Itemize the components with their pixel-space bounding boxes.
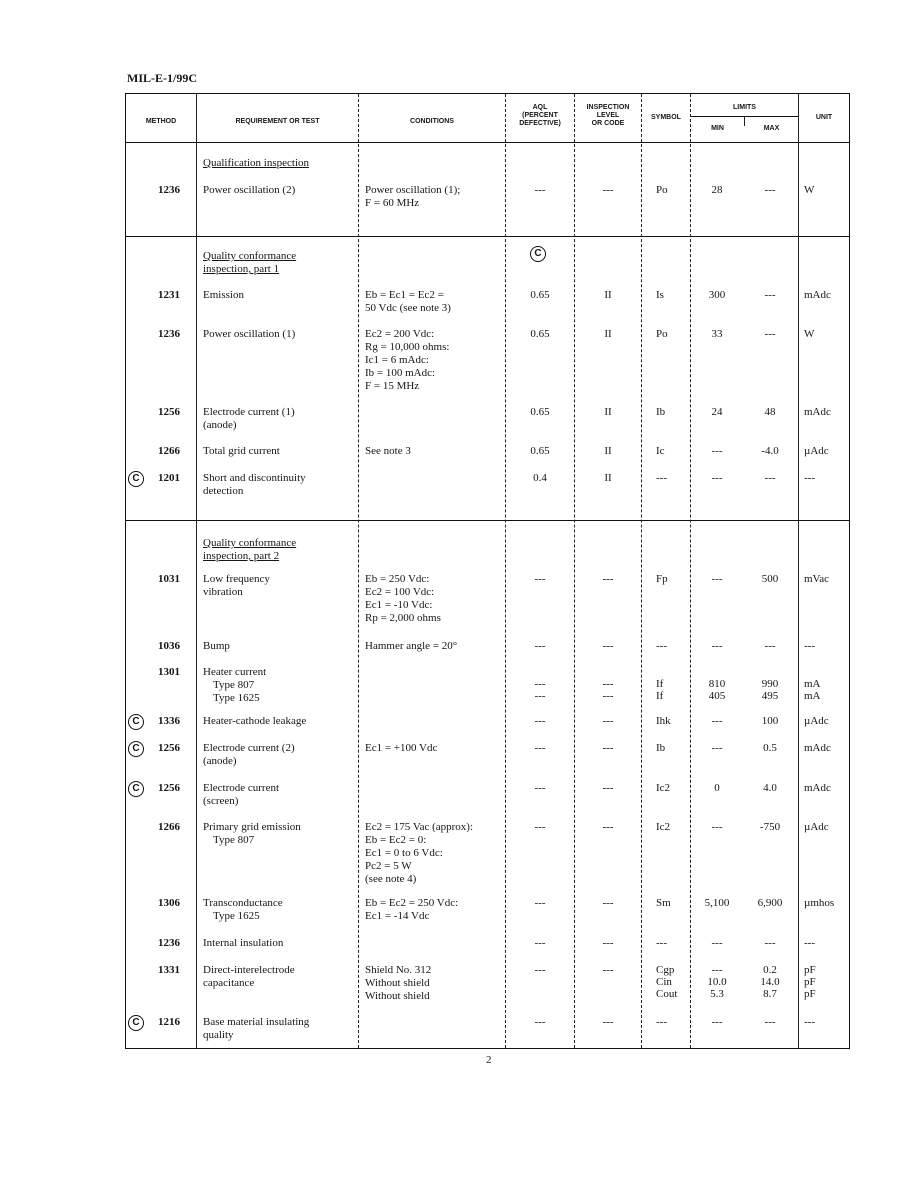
method-number: 1266 [158, 445, 180, 457]
col-rule [505, 94, 506, 1048]
condition-text: F = 60 MHz [365, 197, 420, 209]
symbol-value: Ihk [656, 715, 671, 727]
level-value: --- [602, 964, 614, 976]
method-number: 1266 [158, 821, 180, 833]
unit-value: --- [804, 640, 815, 652]
requirement-text: Base material insulating [203, 1016, 310, 1028]
symbol-value: Ic [656, 445, 665, 457]
header-symbol: SYMBOL [651, 114, 681, 121]
section-title: inspection, part 1 [203, 263, 280, 275]
requirement-text: vibration [203, 586, 243, 598]
method-number: 1331 [158, 964, 180, 976]
col-rule [798, 94, 799, 1048]
requirement-text: Type 807 [213, 834, 255, 846]
level-value: II [604, 328, 612, 340]
condition-text: Without shield [365, 990, 430, 1002]
section-rule-1 [126, 236, 849, 237]
symbol-value: Ib [656, 406, 666, 418]
symbol-value: Ib [656, 742, 666, 754]
symbol-value: Po [656, 184, 668, 196]
document-id: MIL-E-1/99C [127, 71, 197, 85]
symbol-value: Po [656, 328, 668, 340]
condition-text: Eb = Ec2 = 0: [365, 834, 427, 846]
symbol-value: Cout [656, 988, 678, 1000]
aql-value: --- [534, 821, 546, 833]
max-value: --- [764, 289, 776, 301]
requirement-text: Electrode current [203, 782, 280, 794]
condition-text: Ec2 = 175 Vac (approx): [365, 821, 474, 833]
max-value: 100 [761, 715, 779, 727]
requirement-text: Low frequency [203, 573, 270, 585]
unit-value: --- [804, 472, 815, 484]
section-rule-2 [126, 520, 849, 521]
aql-value: --- [534, 937, 546, 949]
min-value: --- [711, 964, 723, 976]
condition-text: Ec1 = 0 to 6 Vdc: [365, 847, 443, 859]
page-number: 2 [486, 1054, 492, 1066]
requirement-text: Primary grid emission [203, 821, 301, 833]
max-value: 990 [761, 678, 779, 690]
unit-value: pF [804, 976, 816, 988]
level-value: --- [602, 184, 614, 196]
min-value: 810 [708, 678, 726, 690]
aql-value: --- [534, 964, 546, 976]
min-value: --- [711, 937, 723, 949]
aql-value: --- [534, 897, 546, 909]
condition-text: Eb = Ec1 = Ec2 = [365, 289, 444, 301]
max-value: --- [764, 937, 776, 949]
unit-value: mAdc [804, 406, 831, 418]
max-value: 14.0 [760, 976, 780, 988]
col-rule [690, 94, 691, 1048]
condition-text: Ec1 = +100 Vdc [365, 742, 438, 754]
level-value: --- [602, 715, 614, 727]
min-value: 5,100 [704, 897, 730, 909]
aql-value: --- [534, 640, 546, 652]
unit-value: --- [804, 937, 815, 949]
unit-value: W [804, 184, 815, 196]
requirement-text: Electrode current (1) [203, 406, 295, 418]
symbol-value: --- [656, 472, 667, 484]
min-value: --- [711, 640, 723, 652]
min-value: --- [711, 715, 723, 727]
condition-text: Ib = 100 mAdc: [365, 367, 436, 379]
requirement-text: Heater-cathode leakage [203, 715, 307, 727]
unit-value: mAdc [804, 742, 831, 754]
aql-value: --- [534, 690, 546, 702]
max-value: 48 [764, 406, 776, 418]
max-value: 0.2 [763, 964, 777, 976]
symbol-value: Sm [656, 897, 671, 909]
aql-value: 0.65 [530, 406, 550, 418]
min-value: --- [711, 472, 723, 484]
min-value: --- [711, 742, 723, 754]
unit-value: µmhos [804, 897, 835, 909]
requirement-text: Internal insulation [203, 937, 284, 949]
unit-value: pF [804, 964, 816, 976]
min-value: 405 [708, 690, 726, 702]
condition-text: Eb = Ec2 = 250 Vdc: [365, 897, 459, 909]
header-max: MAX [763, 125, 780, 132]
condition-text: Power oscillation (1); [365, 184, 461, 196]
change-mark-icon: C [530, 246, 546, 262]
condition-text: Ec1 = -14 Vdc [365, 910, 430, 922]
level-value: II [604, 289, 612, 301]
level-value: II [604, 406, 612, 418]
method-number: 1256 [158, 742, 180, 754]
symbol-value: Is [656, 289, 664, 301]
aql-value: --- [534, 715, 546, 727]
unit-value: µAdc [804, 445, 829, 457]
unit-value: pF [804, 988, 816, 1000]
method-number: 1236 [158, 937, 180, 949]
condition-text: Eb = 250 Vdc: [365, 573, 430, 585]
col-rule [196, 94, 197, 1048]
min-value: 300 [708, 289, 726, 301]
section-title: Qualification inspection [203, 157, 309, 169]
change-mark-icon: C [128, 714, 144, 730]
requirement-text: Heater current [203, 666, 267, 678]
col-rule [641, 94, 642, 1048]
header-rule [126, 142, 849, 143]
level-value: II [604, 472, 612, 484]
requirement-text: Type 807 [213, 679, 255, 691]
condition-text: Hammer angle = 20° [365, 640, 458, 652]
max-value: 4.0 [763, 782, 777, 794]
header-min: MIN [711, 125, 724, 132]
unit-value: µAdc [804, 821, 829, 833]
level-value: --- [602, 821, 614, 833]
header-aql: AQL (PERCENT DEFECTIVE) [519, 104, 561, 127]
condition-text: Shield No. 312 [365, 964, 432, 976]
condition-text: Pc2 = 5 W [365, 860, 412, 872]
condition-text: Ec1 = -10 Vdc: [365, 599, 433, 611]
requirement-text: quality [203, 1029, 234, 1041]
max-value: 0.5 [763, 742, 777, 754]
method-number: 1036 [158, 640, 180, 652]
min-value: 10.0 [707, 976, 727, 988]
symbol-value: If [656, 678, 664, 690]
requirement-text: capacitance [203, 977, 255, 989]
level-value: --- [602, 690, 614, 702]
change-mark-icon: C [128, 781, 144, 797]
min-value: 33 [711, 328, 723, 340]
header-unit: UNIT [815, 114, 833, 121]
section-title: inspection, part 2 [203, 550, 280, 562]
max-value: -4.0 [761, 445, 779, 457]
aql-value: 0.4 [533, 472, 547, 484]
method-number: 1256 [158, 406, 180, 418]
aql-value: --- [534, 678, 546, 690]
method-number: 1231 [158, 289, 180, 301]
header-inspection-level: INSPECTION LEVEL OR CODE [586, 104, 630, 127]
condition-text: F = 15 MHz [365, 380, 420, 392]
condition-text: Ec2 = 100 Vdc: [365, 586, 435, 598]
aql-value: --- [534, 573, 546, 585]
requirement-text: (screen) [203, 795, 239, 807]
level-value: --- [602, 1016, 614, 1028]
header-requirement: REQUIREMENT OR TEST [235, 118, 320, 125]
header-method: METHOD [145, 118, 177, 125]
max-value: --- [764, 328, 776, 340]
requirement-text: Type 1625 [213, 910, 260, 922]
aql-value: --- [534, 1016, 546, 1028]
unit-value: mA [804, 678, 821, 690]
symbol-value: Cgp [656, 964, 675, 976]
symbol-value: Ic2 [656, 782, 671, 794]
symbol-value: --- [656, 937, 667, 949]
method-number: 1306 [158, 897, 180, 909]
level-value: II [604, 445, 612, 457]
condition-text: Ic1 = 6 mAdc: [365, 354, 429, 366]
header-conditions: CONDITIONS [410, 118, 454, 125]
requirement-text: Short and discontinuity [203, 472, 306, 484]
method-number: 1256 [158, 782, 180, 794]
unit-value: --- [804, 1016, 815, 1028]
max-value: --- [764, 1016, 776, 1028]
level-value: --- [602, 742, 614, 754]
method-number: 1216 [158, 1016, 180, 1028]
symbol-value: --- [656, 640, 667, 652]
unit-value: µAdc [804, 715, 829, 727]
symbol-value: Ic2 [656, 821, 671, 833]
min-value: 24 [711, 406, 723, 418]
symbol-value: Fp [656, 573, 668, 585]
condition-text: Rg = 10,000 ohms: [365, 341, 450, 353]
unit-value: mAdc [804, 289, 831, 301]
requirement-text: Power oscillation (2) [203, 184, 296, 196]
requirement-text: Transconductance [203, 897, 283, 909]
section-title: Quality conformance [203, 537, 297, 549]
aql-value: --- [534, 742, 546, 754]
requirement-text: Type 1625 [213, 692, 260, 704]
requirement-text: Electrode current (2) [203, 742, 295, 754]
max-value: --- [764, 640, 776, 652]
condition-text: (see note 4) [365, 873, 417, 885]
min-value: --- [711, 821, 723, 833]
max-value: -750 [759, 821, 781, 833]
method-number: 1236 [158, 184, 180, 196]
symbol-value: --- [656, 1016, 667, 1028]
unit-value: mA [804, 690, 821, 702]
condition-text: Ec2 = 200 Vdc: [365, 328, 435, 340]
requirement-text: Bump [203, 640, 230, 652]
max-value: 500 [761, 573, 779, 585]
symbol-value: Cin [656, 976, 672, 988]
requirement-text: (anode) [203, 419, 237, 431]
method-number: 1236 [158, 328, 180, 340]
header-limits: LIMITS [733, 104, 756, 111]
min-value: --- [711, 445, 723, 457]
max-value: --- [764, 472, 776, 484]
max-value: 495 [761, 690, 779, 702]
level-value: --- [602, 782, 614, 794]
requirement-text: detection [203, 485, 244, 497]
aql-value: --- [534, 184, 546, 196]
col-rule [574, 94, 575, 1048]
condition-text: Rp = 2,000 ohms [365, 612, 441, 624]
min-value: 0 [714, 782, 720, 794]
method-number: 1301 [158, 666, 180, 678]
aql-value: --- [534, 782, 546, 794]
method-number: 1336 [158, 715, 180, 727]
change-mark-icon: C [128, 1015, 144, 1031]
method-number: 1031 [158, 573, 180, 585]
min-value: --- [711, 573, 723, 585]
aql-value: 0.65 [530, 445, 550, 457]
unit-value: mAdc [804, 782, 831, 794]
requirement-text: (anode) [203, 755, 237, 767]
col-rule [358, 94, 359, 1048]
change-mark-icon: C [128, 471, 144, 487]
max-value: 6,900 [757, 897, 783, 909]
requirement-text: Emission [203, 289, 244, 301]
min-value: --- [711, 1016, 723, 1028]
aql-value: 0.65 [530, 328, 550, 340]
max-value: --- [764, 184, 776, 196]
level-value: --- [602, 937, 614, 949]
symbol-value: If [656, 690, 664, 702]
min-value: 5.3 [710, 988, 724, 1000]
aql-value: 0.65 [530, 289, 550, 301]
level-value: --- [602, 897, 614, 909]
requirement-text: Total grid current [203, 445, 280, 457]
requirement-text: Power oscillation (1) [203, 328, 296, 340]
section-title: Quality conformance [203, 250, 297, 262]
method-number: 1201 [158, 472, 180, 484]
min-value: 28 [711, 184, 723, 196]
change-mark-icon: C [128, 741, 144, 757]
condition-text: See note 3 [365, 445, 411, 457]
condition-text: Without shield [365, 977, 430, 989]
requirement-text: Direct-interelectrode [203, 964, 295, 976]
level-value: --- [602, 640, 614, 652]
level-value: --- [602, 573, 614, 585]
unit-value: W [804, 328, 815, 340]
level-value: --- [602, 678, 614, 690]
max-value: 8.7 [763, 988, 777, 1000]
condition-text: 50 Vdc (see note 3) [365, 302, 451, 314]
unit-value: mVac [804, 573, 830, 585]
